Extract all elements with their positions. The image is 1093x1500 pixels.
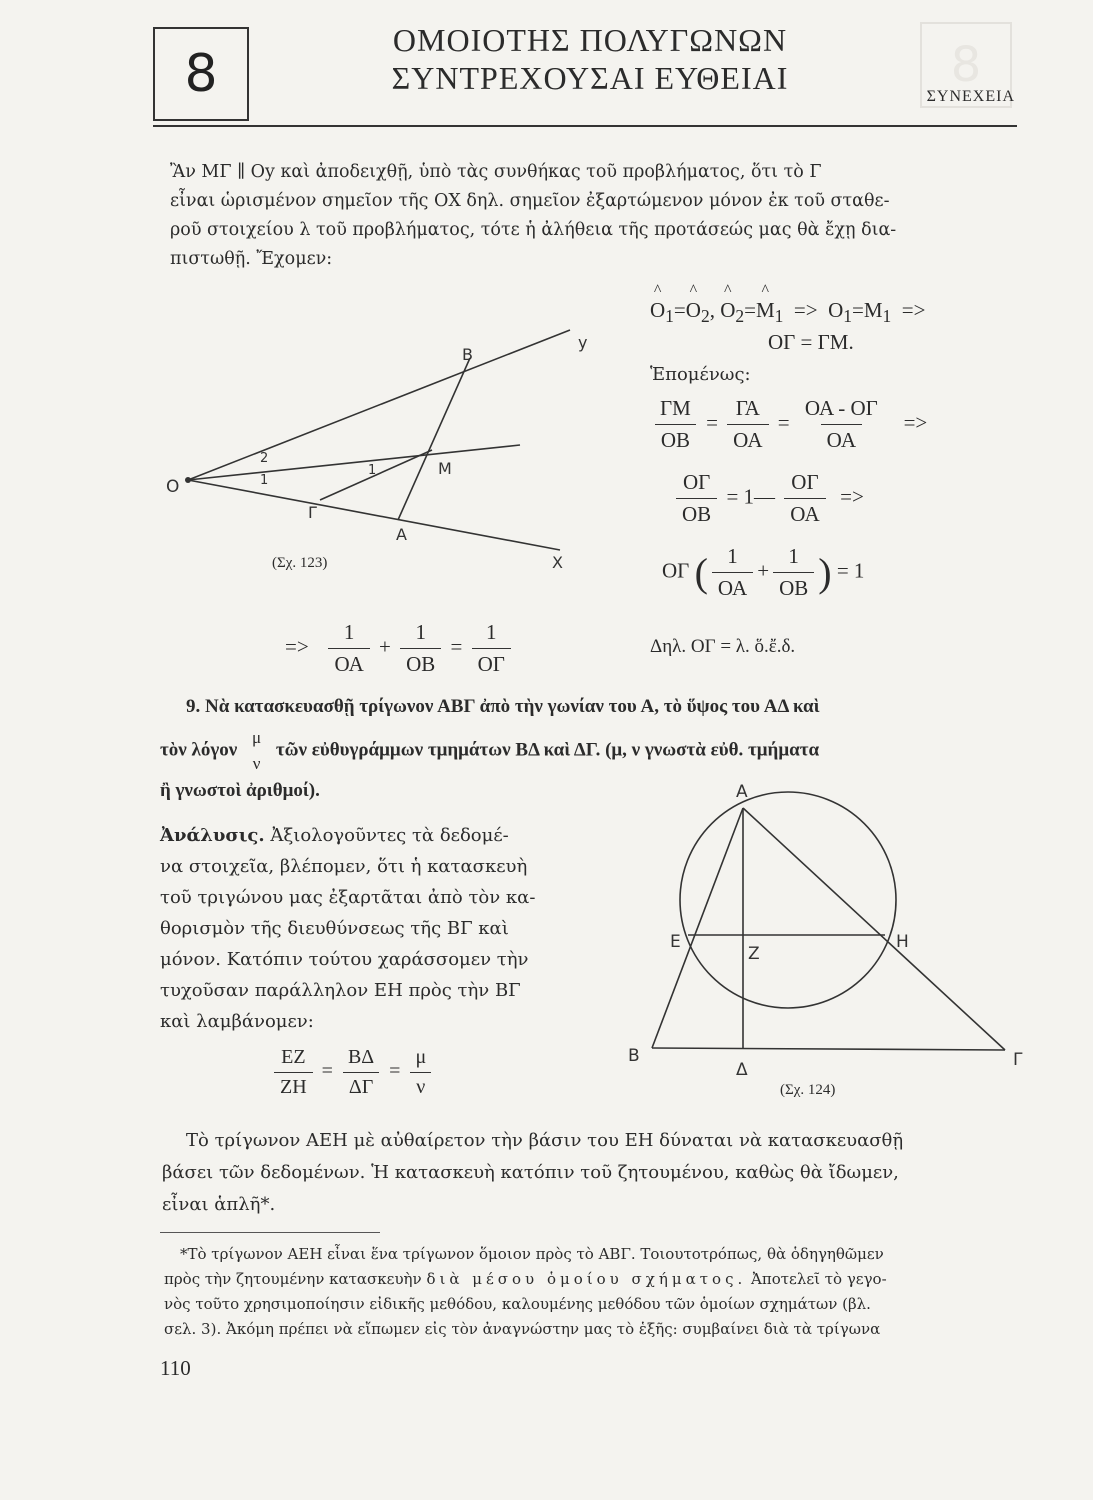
label-m: M <box>438 459 452 478</box>
footnote-text: Ἀποτελεῖ τὸ γεγο- <box>751 1270 887 1288</box>
ratio-equation-1: $\frac{\Gamma M}{OB}$ = $\frac{\Gamma A}{OA}$ = $\frac{OA - O\Gamma}{OA}$ => <box>650 396 927 453</box>
angle-o2b <box>720 298 735 323</box>
intro-line: ροῦ στοιχείου λ τοῦ προβλήματος, τότε ἡ ἀλήθεια τῆς προτάσεώς μας θὰ ἔχῃ δια- <box>170 220 897 240</box>
label-a: A <box>396 525 407 544</box>
footnote-spaced-text: διὰ μέσου ὁμοίου σχήματος. <box>426 1270 747 1288</box>
fraction-og-ob <box>676 470 717 527</box>
numerator: ΓΑ <box>735 396 760 420</box>
figure-124-caption: (Σχ. 124) <box>780 1082 836 1098</box>
angle-equality-line: ^ $O_1=\^{}$ $O_2$, ^ $O_2=\^{}$ $M_1 => O_1=M_1$ => <box>650 298 925 327</box>
denominator: ΟΑ <box>727 424 768 453</box>
label-y: y <box>578 333 588 352</box>
rhs-letter: M <box>863 298 883 322</box>
ray-om <box>188 445 520 480</box>
numerator: 1 <box>486 620 497 644</box>
og-equals-gm: ΟΓ = ΓΜ. <box>768 330 854 354</box>
numerator: ΒΔ <box>347 1046 375 1068</box>
footnote-line <box>164 1267 1036 1292</box>
label-z: Z <box>748 944 760 964</box>
angle-o1 <box>650 298 665 323</box>
implies-sign: => <box>901 298 926 322</box>
numerator: ΟΓ <box>682 470 711 494</box>
angle-m1 <box>756 298 775 323</box>
chapter-number: 8 <box>184 44 218 104</box>
side-ag <box>743 808 1005 1050</box>
intro-line: εἶναι ὡρισμένον σημεῖον τῆς ΟΧ δηλ. σημεῖον ἐξαρτώμενον μόνον ἐκ τοῦ σταθε- <box>170 191 890 211</box>
footnote-line: σελ. 3). Ἀκόμη πρέπει νὰ εἴπωμεν εἰς τὸν ἀναγνώστην μας τὸ ἑξῆς: συμβαίνει διὰ τὰ τρίγωνα <box>164 1320 881 1338</box>
paren-left: ( <box>694 550 708 595</box>
chapter-title-line2: ΣΥΝΤΡΕΧΟΥΣΑΙ ΕΥΘΕΙΑΙ <box>391 60 789 96</box>
subscript: 2 <box>700 306 710 327</box>
implies-sign: => <box>285 634 309 659</box>
angle-letter: M <box>755 298 775 322</box>
continued-label: ΣΥΝΕΧΕΙΑ <box>926 88 1015 105</box>
footnote <box>164 1242 1036 1342</box>
paren-right: ) <box>818 550 832 595</box>
base-bg <box>652 1048 1005 1050</box>
footnote-line: *Τὸ τρίγωνον ΑΕΗ εἶναι ἕνα τρίγωνον ὅμοιον πρὸς τὸ ΑΒΓ. Τοιουτοτρόπως, θὰ ὁδηγηθῶμεν <box>180 1245 884 1263</box>
closing-paragraph <box>162 1125 1036 1221</box>
analysis-line: να στοιχεῖα, βλέπομεν, ὅτι ἡ κατασκευὴ <box>160 856 528 877</box>
fraction-1-ob <box>773 544 814 601</box>
fraction-bd-dg <box>342 1046 380 1099</box>
denominator: ΟΓ <box>472 648 511 677</box>
denominator: ΟΒ <box>400 648 441 677</box>
numerator: ΕΖ <box>281 1046 306 1068</box>
label-angle-1a: 1 <box>260 473 269 488</box>
numerator: ΟΑ - ΟΓ <box>804 396 878 420</box>
numerator: 1 <box>343 620 355 644</box>
label-angle-1b: 1 <box>368 463 377 478</box>
label-o: O <box>166 477 180 497</box>
closing-line: βάσει τῶν δεδομένων. Ἡ κατασκευὴ κατόπιν τοῦ ζητουμένου, καθὼς θὰ ἴδωμεν, <box>162 1162 899 1183</box>
label-h: H <box>896 932 909 952</box>
analysis-line: τοῦ τριγώνου μας ἐξαρτᾶται ἀπὸ τὸν κα- <box>160 887 536 908</box>
denominator: ΟΒ <box>676 498 717 527</box>
side-ab <box>652 808 743 1048</box>
rhs-letter: O <box>828 298 844 322</box>
label-g124: Γ <box>1013 1050 1023 1070</box>
figure-124 <box>620 775 1040 1095</box>
denominator: ΖΗ <box>274 1072 313 1099</box>
denominator: ΔΓ <box>343 1072 379 1099</box>
ratio-equation-3: ΟΓ ( $\frac{1}{OA}$ + $\frac{1}{OB}$ ) = 1 <box>662 544 865 600</box>
analysis-heading: Ἀνάλυσις. <box>160 825 265 846</box>
analysis-line <box>160 820 620 851</box>
ray-oy <box>188 330 570 480</box>
chapter-title-line1: ΟΜΟΙΟΤΗΣ ΠΟΛΥΓΩΝΩΝ <box>392 22 788 58</box>
subscript: 2 <box>735 306 745 327</box>
ratio-equation-2 <box>672 470 864 527</box>
numerator: 1 <box>727 544 738 568</box>
figure-123 <box>160 320 620 580</box>
analysis-line: καὶ λαμβάνομεν: <box>160 1011 314 1032</box>
footnote-line: νὸς τοῦτο χρησιμοποίησιν εἰδικῆς μεθόδου, καλουμένης μεθόδου τῶν ὁμοίων σχημάτων (βλ. <box>164 1295 871 1313</box>
denominator: ν <box>410 1072 431 1099</box>
analysis-text: Ἀξιολογοῦντες τὰ δεδομέ- <box>270 825 509 846</box>
footnote-rule <box>160 1232 380 1233</box>
implies-sign: => <box>793 298 818 322</box>
header-rule <box>153 125 1017 127</box>
og-term: ΟΓ <box>662 558 690 583</box>
denominator: ν <box>252 754 261 773</box>
numerator: ΟΓ <box>791 470 819 494</box>
problem-9-text: τῶν εὐθυγράμμων τμημάτων ΒΔ καὶ ΔΓ. (μ, ν γνωστὰ εὐθ. τμήματα <box>275 739 820 761</box>
problem-9-line1: 9. Νὰ κατασκευασθῇ τρίγωνον ΑΒΓ ἀπὸ τὴν γωνίαν του Α, τὸ ὕψος του ΑΔ καὶ <box>186 696 820 717</box>
problem-9-line3: ἢ γνωστοὶ ἀριθμοί). <box>160 780 320 801</box>
chapter-number-box <box>153 27 249 121</box>
analysis-line: τυχοῦσαν παράλληλον ΕΗ πρὸς τὴν ΒΓ <box>160 980 521 1001</box>
therefore-label: Ἑπομένως: <box>650 364 751 385</box>
angle-letter: O <box>720 298 736 322</box>
closing-line: εἶναι ἁπλῆ*. <box>162 1194 276 1215</box>
ratio-equation-4: => $\frac{1}{OA}$ + $\frac{1}{OB}$ = $\frac{1}{O\Gamma}$ <box>285 620 515 677</box>
label-angle-2: 2 <box>260 451 269 466</box>
denominator: ΟΒ <box>773 572 814 601</box>
label-g: Γ <box>308 503 317 522</box>
intro-paragraph <box>170 158 1020 274</box>
fraction-og-oa <box>784 470 825 527</box>
implies-sign: => <box>903 410 928 435</box>
subscript: 1 <box>774 306 784 327</box>
numerator: 1 <box>788 544 799 568</box>
numerator: ΓΜ <box>660 396 691 420</box>
denominator: ΟΑ <box>328 648 369 677</box>
denominator: ΟΒ <box>655 424 696 453</box>
one-minus: = 1— <box>726 484 776 509</box>
denominator: ΟΑ <box>821 424 862 453</box>
label-b: B <box>462 345 473 364</box>
fraction-1-oa <box>712 544 753 601</box>
fraction-ez-zh <box>274 1046 313 1099</box>
closing-line: Τὸ τρίγωνον ΑΕΗ μὲ αὐθαίρετον τὴν βάσιν του ΕΗ δύναται νὰ κατασκευασθῇ <box>186 1130 904 1151</box>
angle-o2 <box>686 298 701 323</box>
analysis-line: θορισμὸν τῆς διευθύνσεως τῆς ΒΓ καὶ <box>160 918 509 939</box>
conclusion: Δηλ. ΟΓ = λ. ὅ.ἔ.δ. <box>650 636 796 657</box>
page-number: 110 <box>160 1356 191 1380</box>
fraction-oa-og-oa <box>799 396 884 453</box>
fraction-1-ob-b <box>400 620 441 677</box>
footnote-text: πρὸς τὴν ζητουμένην κατασκευὴν <box>164 1270 422 1288</box>
subscript: 1 <box>882 306 892 327</box>
fraction-1-og <box>472 620 511 677</box>
label-a124: A <box>736 782 748 802</box>
intro-line: Ἂν ΜΓ ∥ Oy καὶ ἀποδειχθῇ, ὑπὸ τὰς συνθήκας τοῦ προβλήματος, ὅτι τὸ Γ <box>170 162 822 182</box>
denominator: ΟΑ <box>712 572 753 601</box>
numerator: 1 <box>415 620 426 644</box>
label-d: Δ <box>736 1060 748 1080</box>
label-e: E <box>670 932 681 952</box>
subscript: 1 <box>843 306 852 327</box>
fraction-mu-nu <box>246 728 267 774</box>
intro-line: πιστωθῇ. Ἔχομεν: <box>170 249 333 269</box>
problem-9-text: τὸν λόγον <box>160 739 238 761</box>
implies-sign: => <box>840 484 864 509</box>
subscript: 1 <box>665 306 674 327</box>
segment-ba <box>398 358 470 520</box>
analysis-ratio-equation: $\frac{EZ}{ZH}$ = $\frac{B\Delta}{\Delta\Gamma}$ = $\frac{\mu}{\nu}$ <box>270 1046 436 1099</box>
fraction-ga-oa <box>727 396 768 453</box>
equals-one: = 1 <box>836 558 865 583</box>
angle-letter: O <box>650 298 666 322</box>
fraction-1-oa-b <box>328 620 369 677</box>
figure-123-caption: (Σχ. 123) <box>272 555 328 571</box>
chapter-number-faint: 8 <box>950 37 982 93</box>
denominator: ΟΑ <box>784 498 825 527</box>
problem-9-line2 <box>160 728 1030 774</box>
numerator: μ <box>415 1046 427 1068</box>
ray-ox <box>188 480 560 550</box>
circle <box>680 792 896 1008</box>
angle-letter: O <box>685 298 701 322</box>
label-b124: B <box>628 1046 640 1066</box>
fraction-gm-ob <box>654 396 697 453</box>
analysis-paragraph <box>160 820 620 1037</box>
point-o <box>185 477 191 483</box>
numerator: μ <box>251 728 262 747</box>
analysis-line: μόνον. Κατόπιν τούτου χαράσσομεν τὴν <box>160 949 529 970</box>
label-x: X <box>552 553 563 572</box>
fraction-mu-nu-2 <box>409 1046 432 1099</box>
